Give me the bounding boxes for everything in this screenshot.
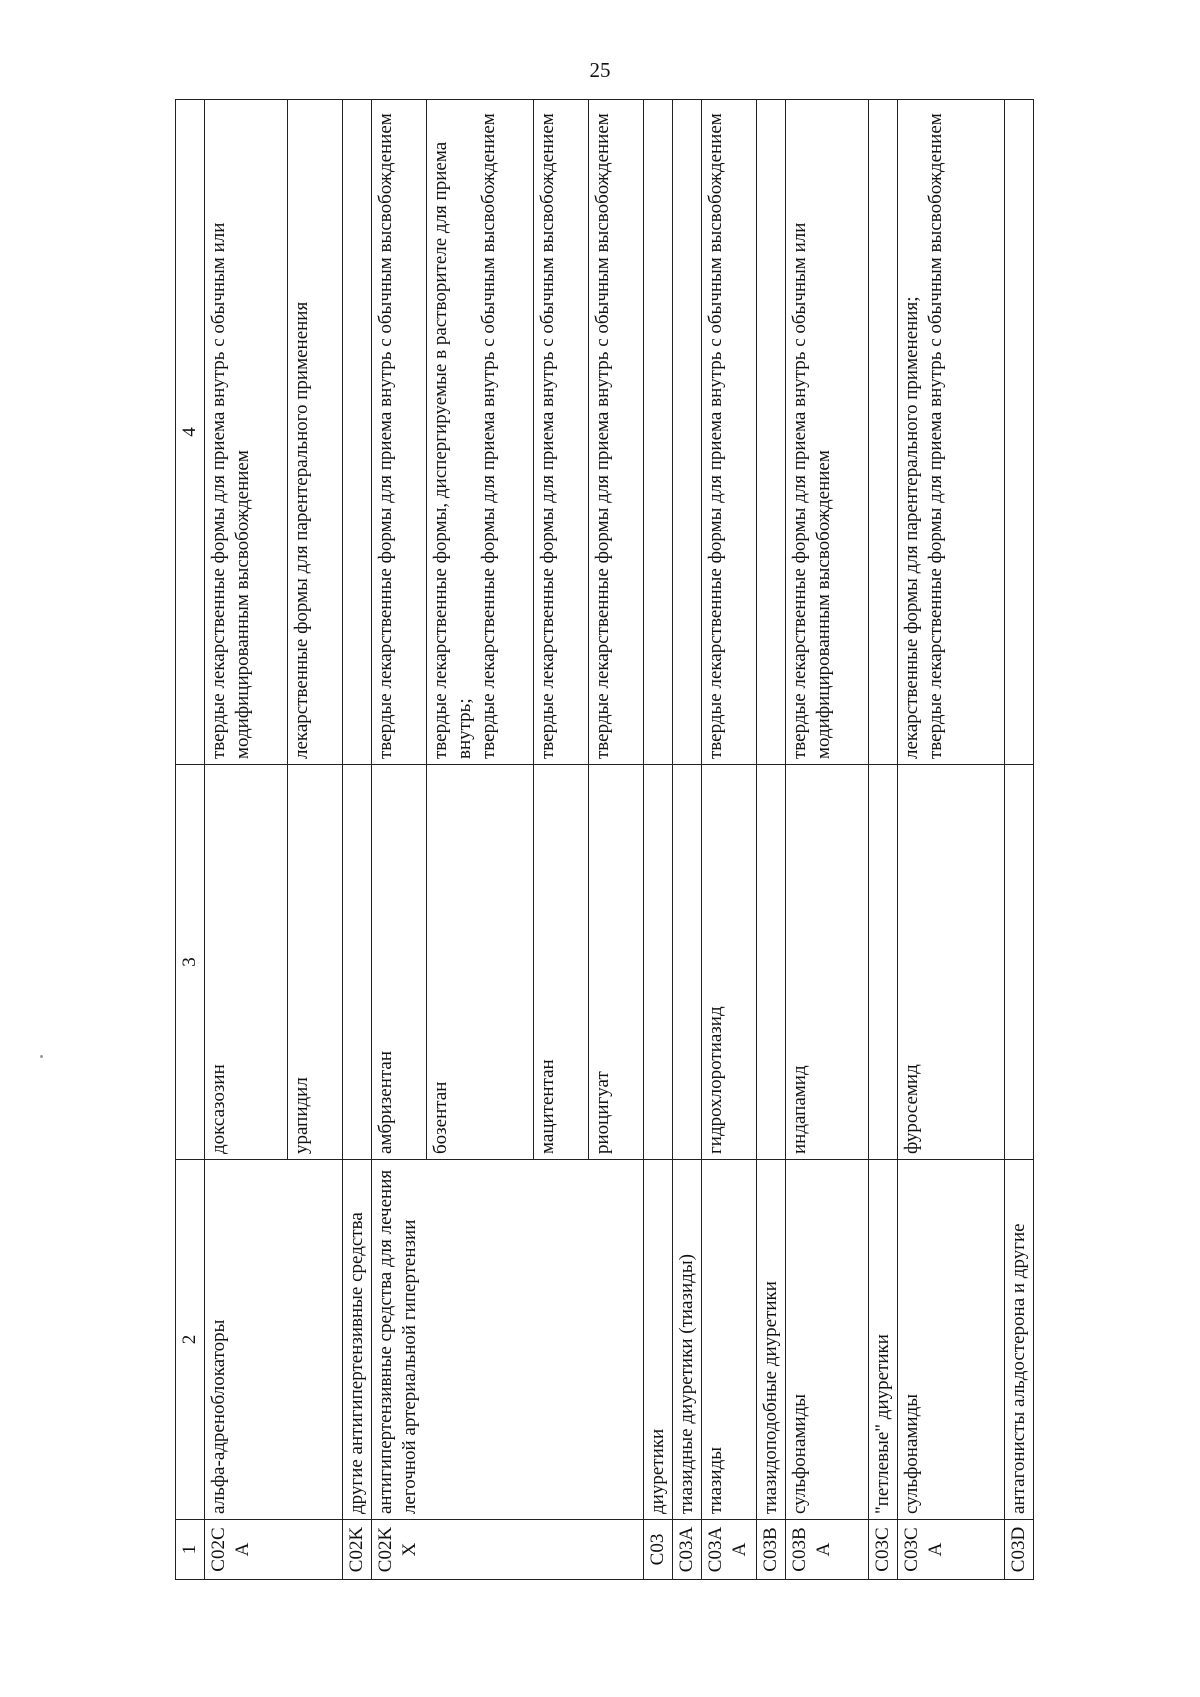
group-cell: антагонисты альдостерона и другие <box>1005 1160 1034 1520</box>
group-cell: диуретики <box>644 1160 673 1520</box>
atc-code-cell: C03A <box>673 1520 702 1580</box>
forms-cell: твердые лекарственные формы для приема внутрь с обычным высвобождением <box>534 100 589 765</box>
header-cell-1: 1 <box>176 1520 205 1580</box>
forms-cell: твердые лекарственные формы, диспергируемые в растворителе для приема внутрь; твердые лекарственные формы для приема внутрь с обычным высвобождением <box>427 100 534 765</box>
header-row <box>176 100 205 1580</box>
forms-cell: твердые лекарственные формы для приема внутрь с обычным высвобождением <box>702 100 757 765</box>
group-cell: альфа-адреноблокаторы <box>205 1160 343 1520</box>
drug-cell: гидрохлоротиазид <box>702 765 757 1160</box>
atc-code-cell: C03CA <box>898 1520 1005 1580</box>
table-row <box>205 100 288 1580</box>
group-cell: антигипертензивные средства для лечения легочной артериальной гипертензии <box>372 1160 644 1520</box>
drug-cell: доксазозин <box>205 765 288 1160</box>
table-row <box>673 100 702 1580</box>
drug-cell <box>869 765 898 1160</box>
drug-cell: амбризентан <box>372 765 427 1160</box>
atc-code-cell: C02CA <box>205 1520 343 1580</box>
header-cell-4: 4 <box>176 100 205 765</box>
atc-code-cell: C02KX <box>372 1520 644 1580</box>
group-cell: тиазидные диуретики (тиазиды) <box>673 1160 702 1520</box>
header-cell-3: 3 <box>176 765 205 1160</box>
table-row <box>757 100 786 1580</box>
drug-cell: риоцигуат <box>589 765 644 1160</box>
drug-cell: индапамид <box>786 765 869 1160</box>
table-row <box>343 100 372 1580</box>
drug-cell <box>343 765 372 1160</box>
forms-cell: твердые лекарственные формы для приема внутрь с обычным высвобождением <box>589 100 644 765</box>
forms-cell: твердые лекарственные формы для приема внутрь с обычным высвобождением <box>372 100 427 765</box>
table-row <box>786 100 869 1580</box>
atc-code-cell: C02K <box>343 1520 372 1580</box>
table-row <box>1005 100 1034 1580</box>
table-row <box>898 100 1005 1580</box>
drug-cell <box>757 765 786 1160</box>
group-cell: сульфонамиды <box>786 1160 869 1520</box>
atc-code-cell: C03C <box>869 1520 898 1580</box>
drug-cell: бозентан <box>427 765 534 1160</box>
header-cell-2: 2 <box>176 1160 205 1520</box>
forms-cell <box>869 100 898 765</box>
atc-code-cell: C03AA <box>702 1520 757 1580</box>
group-cell: тиазиды <box>702 1160 757 1520</box>
scan-speck <box>40 1055 43 1058</box>
drug-table <box>175 99 1034 1580</box>
drug-cell <box>673 765 702 1160</box>
atc-code-cell: C03 <box>644 1520 673 1580</box>
page-number: 25 <box>589 58 611 82</box>
table-row <box>702 100 757 1580</box>
forms-cell <box>343 100 372 765</box>
forms-cell: лекарственные формы для парентерального применения <box>288 100 343 765</box>
atc-code-cell: C03BA <box>786 1520 869 1580</box>
drug-cell: урапидил <box>288 765 343 1160</box>
group-cell: сульфонамиды <box>898 1160 1005 1520</box>
drug-cell: мацитентан <box>534 765 589 1160</box>
drug-cell: фуросемид <box>898 765 1005 1160</box>
table-row <box>644 100 673 1580</box>
group-cell: "петлевые" диуретики <box>869 1160 898 1520</box>
table-row <box>372 100 427 1580</box>
forms-cell <box>673 100 702 765</box>
forms-cell <box>644 100 673 765</box>
group-cell: другие антигипертензивные средства <box>343 1160 372 1520</box>
forms-cell <box>757 100 786 765</box>
atc-code-cell: C03B <box>757 1520 786 1580</box>
forms-cell: твердые лекарственные формы для приема внутрь с обычным или модифицированным высвобождением <box>205 100 288 765</box>
drug-cell <box>1005 765 1034 1160</box>
group-cell: тиазидоподобные диуретики <box>757 1160 786 1520</box>
forms-cell: твердые лекарственные формы для приема внутрь с обычным или модифицированным высвобождением <box>786 100 869 765</box>
atc-code-cell: C03D <box>1005 1520 1034 1580</box>
drug-cell <box>644 765 673 1160</box>
rotated-table-container <box>175 100 1130 1580</box>
forms-cell: лекарственные формы для парентерального применения; твердые лекарственные формы для приема внутрь с обычным высвобождением <box>898 100 1005 765</box>
forms-cell <box>1005 100 1034 765</box>
table-row <box>869 100 898 1580</box>
